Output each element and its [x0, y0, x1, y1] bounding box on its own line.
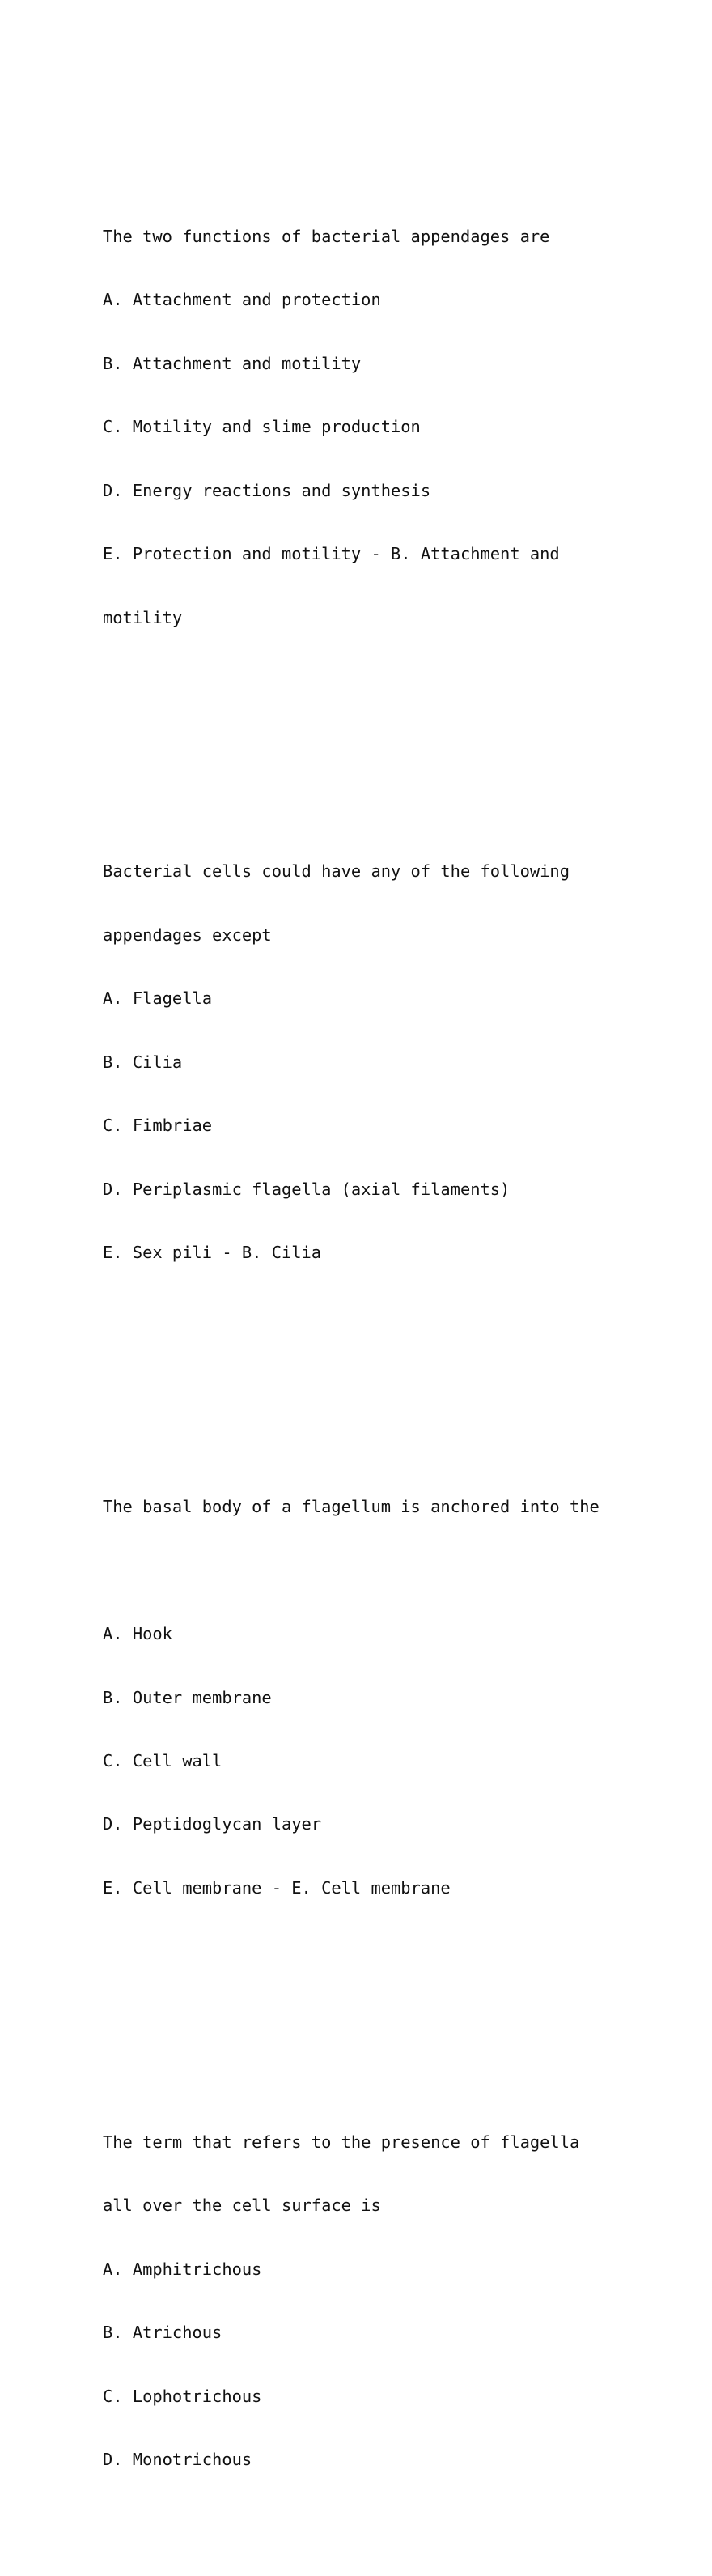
answer-option: A. Amphitrichous [103, 2259, 262, 2279]
answer-option: D. Peptidoglycan layer [103, 1814, 322, 1834]
empty-line [103, 1560, 621, 1581]
answer-option: B. Attachment and motility [103, 353, 362, 373]
answer-option: B. Atrichous [103, 2323, 222, 2343]
answer-option: A. Attachment and protection [103, 290, 381, 310]
answer-option: A. Flagella [103, 988, 213, 1009]
answer-option: C. Fimbriae [103, 1116, 213, 1136]
answer-option: E. Cell membrane - E. Cell membrane [103, 1877, 451, 1898]
question-text-continued: all over the cell surface is [103, 2196, 381, 2216]
answer-option: D. Energy reactions and synthesis [103, 480, 431, 500]
question-text: The two functions of bacterial appendages are [103, 226, 550, 246]
answer-option: B. Outer membrane [103, 1687, 272, 1707]
answer-option: D. Periplasmic flagella (axial filaments) [103, 1179, 511, 1199]
answer-option: C. Cell wall [103, 1750, 222, 1770]
question-block [103, 1454, 621, 1941]
answer-option: E. Protection and motility - B. Attachment and [103, 544, 560, 564]
answer-option: A. Hook [103, 1624, 172, 1644]
question-text: The term that refers to the presence of flagella [103, 2132, 580, 2152]
answer-option: D. Monotrichous [103, 2450, 252, 2470]
answer-option: E. Sex pili - B. Cilia [103, 1243, 322, 1263]
question-text: Bacterial cells could have any of the following [103, 861, 570, 882]
block-spacer [103, 734, 621, 755]
answer-option-continued: motility [103, 607, 183, 627]
document-content [103, 120, 621, 2576]
question-block [103, 818, 621, 1306]
question-block [103, 2089, 621, 2512]
answer-option: C. Motility and slime production [103, 417, 421, 437]
answer-option: C. Lophotrichous [103, 2386, 262, 2406]
question-text: The basal body of a flagellum is anchored into the [103, 1497, 600, 1517]
block-spacer [103, 2004, 621, 2026]
block-spacer [103, 1369, 621, 1390]
answer-option: B. Cilia [103, 1052, 183, 1072]
question-block [103, 183, 621, 670]
question-text-continued: appendages except [103, 925, 272, 945]
